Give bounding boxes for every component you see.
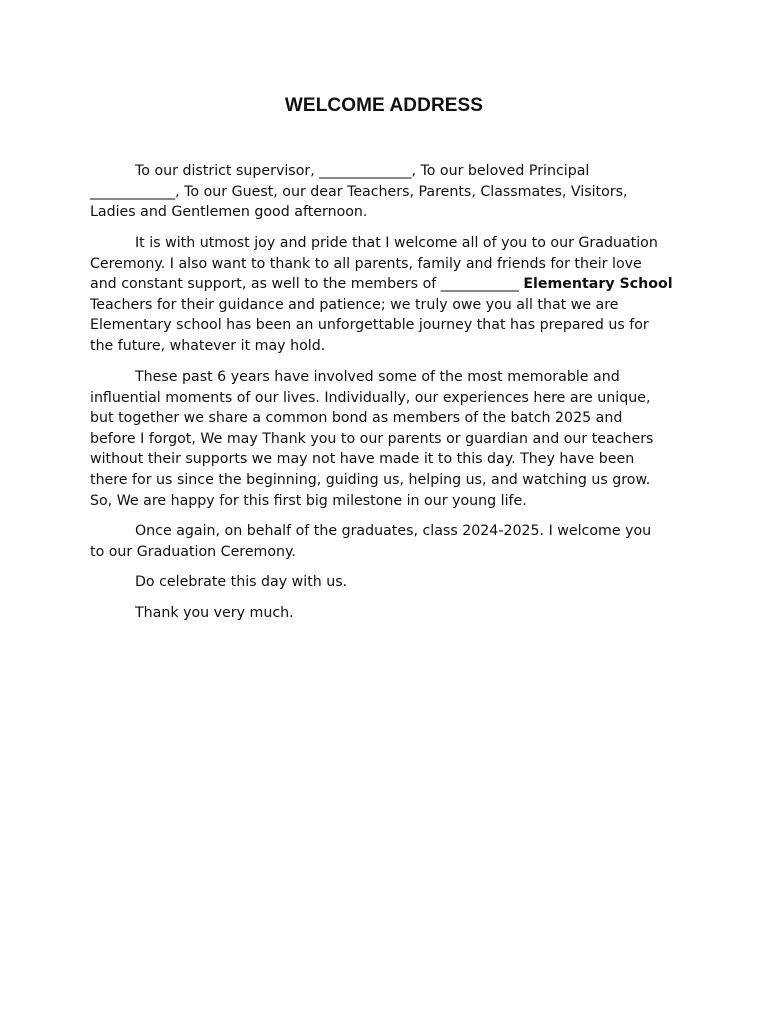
paragraph-line: to our Graduation Ceremony. [90, 543, 296, 560]
paragraph-line-text: and constant support, as well to the members of ___________ [90, 276, 519, 293]
paragraph-line: ____________, To our Guest, our dear Teachers, Parents, Classmates, Visitors, [90, 183, 628, 200]
paragraph-line: before I forgot, We may Thank you to our parents or guardian and our teachers [90, 430, 654, 447]
paragraph-line: To our district supervisor, _____________, To our beloved Principal [135, 163, 590, 179]
paragraph-line: but together we share a common bond as members of the batch 2025 and [90, 410, 623, 427]
paragraph-line: Ceremony. I also want to thank to all parents, family and friends for their love [90, 255, 642, 272]
paragraph-line: It is with utmost joy and pride that I welcome all of you to our Graduation [135, 235, 658, 251]
document-title: WELCOME ADDRESS [284, 95, 484, 116]
paragraph-closing [90, 521, 680, 562]
paragraph-line: Thank you very much. [135, 605, 294, 621]
paragraph-welcome [90, 233, 680, 357]
paragraph-line: So, We are happy for this first big milestone in our young life. [90, 492, 527, 509]
paragraph-line: Once again, on behalf of the graduates, class 2024-2025. I welcome you [135, 523, 652, 539]
paragraph-line: there for us since the beginning, guiding us, helping us, and watching us grow. [90, 471, 651, 488]
paragraph-line: Do celebrate this day with us. [135, 574, 348, 590]
school-name-bold: Elementary School [523, 276, 673, 293]
paragraph-salutation [90, 161, 680, 223]
paragraph-line: Ladies and Gentlemen good afternoon. [90, 204, 368, 221]
paragraph-line-with-bold [90, 274, 680, 295]
paragraph-line: Elementary school has been an unforgettable journey that has prepared us for [90, 317, 649, 334]
paragraph-line: the future, whatever it may hold. [90, 337, 326, 354]
paragraph-celebrate [90, 572, 680, 593]
paragraph-line: without their supports we may not have made it to this day. They have been [90, 451, 635, 468]
paragraph-line: These past 6 years have involved some of the most memorable and [135, 369, 620, 385]
paragraph-line: influential moments of our lives. Individually, our experiences here are unique, [90, 389, 651, 406]
paragraph-memories [90, 367, 680, 511]
paragraph-thanks [90, 603, 680, 624]
paragraph-line: Teachers for their guidance and patience; we truly owe you all that we are [90, 296, 619, 313]
